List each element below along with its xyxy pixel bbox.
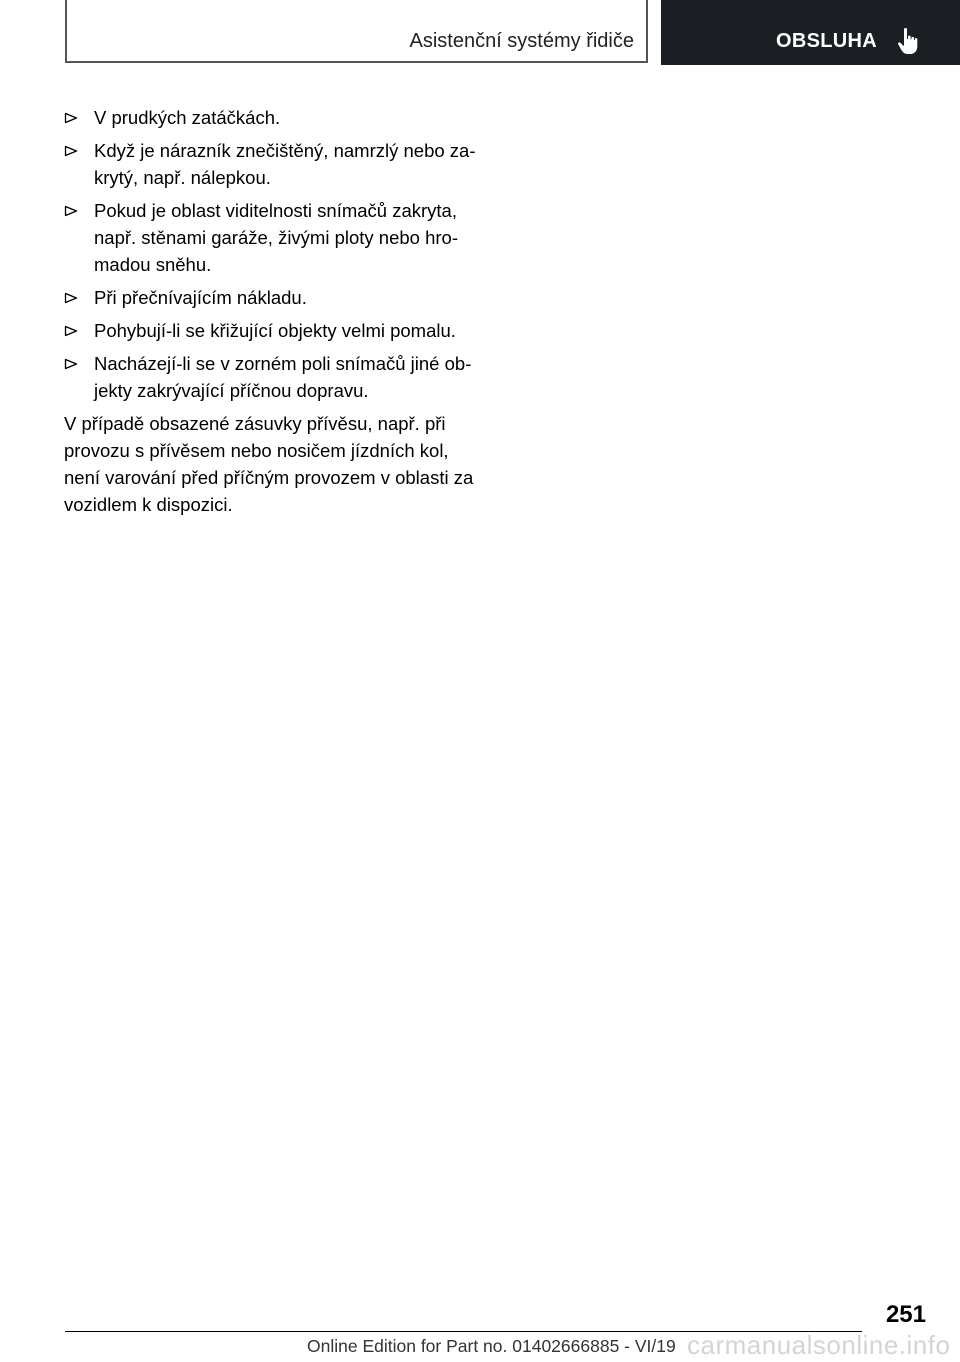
list-item-text: krytý, např. nálepkou. [94, 167, 271, 188]
triangle-bullet-icon [64, 145, 78, 157]
paragraph-line: není varování před příčným provozem v oblasti za [64, 467, 474, 488]
list-item [64, 350, 482, 404]
paragraph-line: vozidlem k dispozici. [64, 494, 233, 515]
list-item [64, 137, 482, 191]
paragraph-line: provozu s přívěsem nebo nosičem jízdních kol, [64, 440, 449, 461]
main-content [64, 104, 482, 518]
paragraph-line: V případě obsazené zásuvky přívěsu, např. při [64, 413, 446, 434]
edition-text: Online Edition for Part no. 01402666885 - VI/19 [307, 1336, 676, 1356]
list-item-text: jekty zakrývající příčnou dopravu. [94, 380, 369, 401]
triangle-bullet-icon [64, 112, 78, 124]
triangle-bullet-icon [64, 205, 78, 217]
list-item-text: např. stěnami garáže, živými ploty nebo hro‐ [94, 227, 459, 248]
chapter-label: OBSLUHA [776, 30, 877, 52]
list-item [64, 284, 482, 311]
list-item [64, 197, 482, 278]
list-item-text: Pokud je oblast viditelnosti snímačů zakryta, [94, 200, 457, 221]
page-number: 251 [885, 1301, 926, 1328]
triangle-bullet-icon [64, 325, 78, 337]
header-section-box [65, 0, 648, 63]
list-item-text: Při přečnívajícím nákladu. [94, 287, 307, 308]
chapter-tab [661, 0, 960, 65]
condition-list [64, 104, 482, 404]
list-item-text: Když je nárazník znečištěný, namrzlý nebo za‐ [94, 140, 476, 161]
list-item-text: Nacházejí-li se v zorném poli snímačů jiné ob‐ [94, 353, 472, 374]
section-title: Asistenční systémy řidiče [409, 30, 634, 52]
list-item [64, 104, 482, 131]
list-item-text: madou sněhu. [94, 254, 212, 275]
triangle-bullet-icon [64, 292, 78, 304]
watermark: carmanualsonline.info [687, 1330, 951, 1360]
list-item-text: V prudkých zatáčkách. [94, 107, 281, 128]
list-item-text: Pohybují-li se křižující objekty velmi pomalu. [94, 320, 456, 341]
list-item [64, 317, 482, 344]
triangle-bullet-icon [64, 358, 78, 370]
trailer-note-paragraph [64, 410, 482, 518]
pointing-hand-icon [896, 27, 920, 55]
